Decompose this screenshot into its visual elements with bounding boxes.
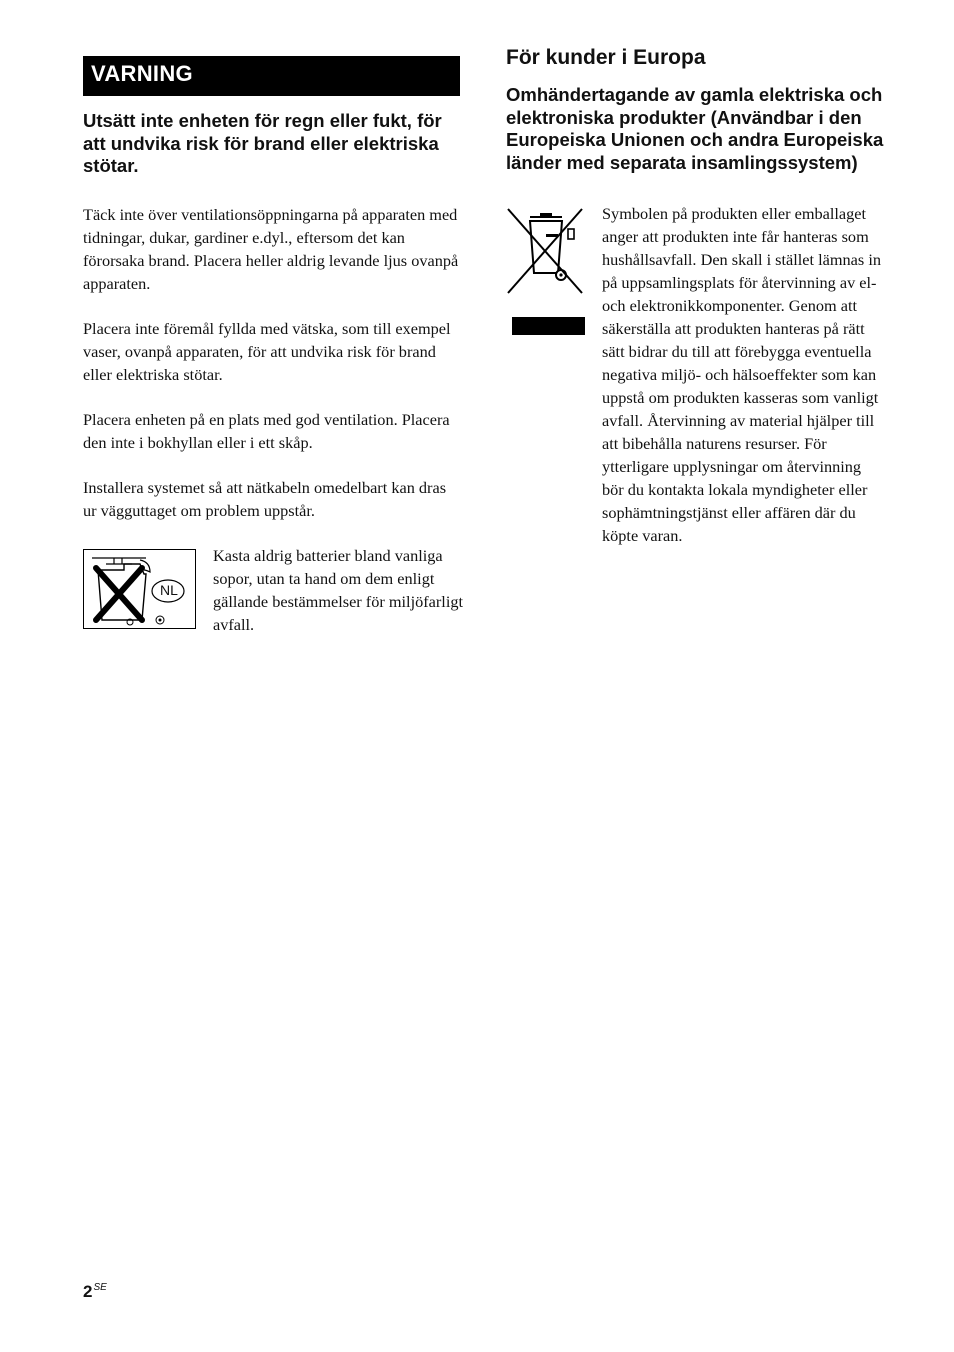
warning-banner (83, 56, 460, 96)
europe-heading: För kunder i Europa (506, 46, 706, 69)
weee-disposal-text: Symbolen på produkten eller emballaget anger att produkten inte får hanteras som hushållsavfall. Den skall i stället lämnas in på uppsamlingsplats för återvinning av el- och elektronikkomponenter. Genom att säkerställa att produkten hanteras på rätt sätt bidrar du till att förebygga eventuella negativa miljö- och hälsoeffekter som kan uppstå om produkten kasseras som vanligt avfall. Återvinning av material hjälper till att bibehålla naturens resurser. För ytterligare upplysningar om återvinning bör du kontakta lokala myndigheter eller sophämtningstjänst eller affären där du köpte varan. (602, 204, 881, 545)
placement-paragraph: Placera enheten på en plats med god ventilation. Placera den inte i bokhyllan eller i ett skåp. (83, 409, 450, 452)
crossed-bin-icon (83, 549, 196, 629)
page-number-suffix: SE (93, 1282, 107, 1293)
warning-banner-title: VARNING (91, 61, 193, 86)
power-cable-paragraph: Installera systemet så att nätkabeln omedelbart kan dras ur vägguttaget om problem uppstår. (83, 477, 447, 520)
disposal-heading: Omhändertagande av gamla elektriska och elektroniska produkter (Användbar i den Europeiska Unionen och andra Europeiska länder med separata insamlingssystem) (506, 84, 884, 173)
nl-label: NL (160, 582, 178, 598)
liquid-paragraph: Placera inte föremål fyllda med vätska, som till exempel vaser, ovanpå apparaten, för att undvika risk för brand eller elektriska stötar. (83, 318, 451, 384)
left-column (83, 56, 464, 634)
ventilation-paragraph: Täck inte över ventilationsöppningarna på apparaten med tidningar, dukar, gardiner e.dyl., eftersom det kan förorsaka brand. Placera heller aldrig levande ljus ovanpå apparaten. (83, 204, 459, 293)
page-number-value: 2 (83, 1282, 93, 1301)
page-number (83, 1282, 107, 1302)
weee-crossed-bin-icon (506, 207, 586, 337)
warning-heading: Utsätt inte enheten för regn eller fukt, för att undvika risk för brand eller elektriska stötar. (83, 110, 442, 176)
battery-disposal-text: Kasta aldrig batterier bland vanliga sopor, utan ta hand om dem enligt gällande bestämmelser för miljöfarligt avfall. (213, 546, 464, 634)
right-column (506, 44, 886, 545)
